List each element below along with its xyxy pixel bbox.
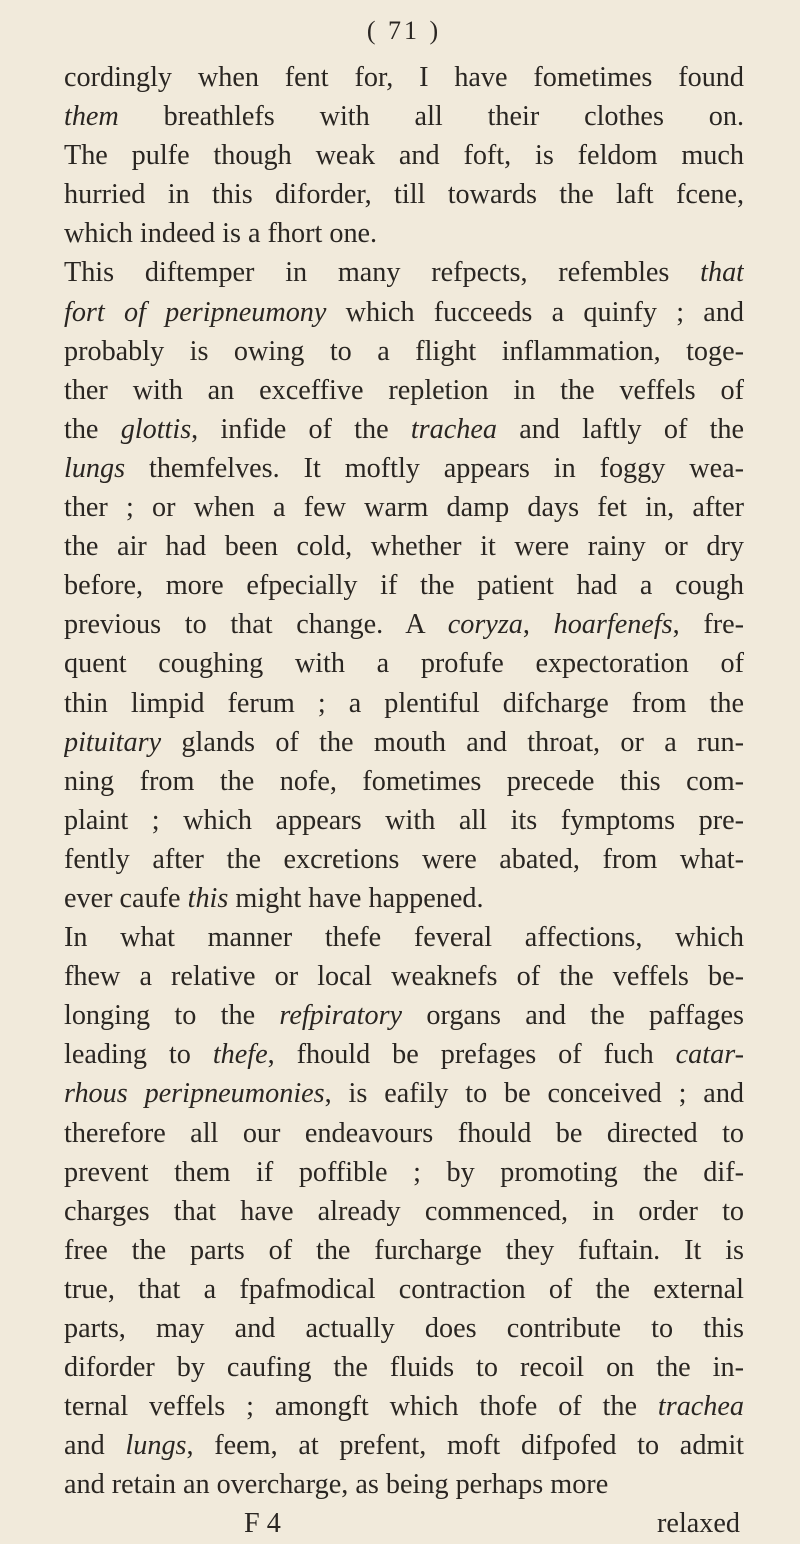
text-line xyxy=(64,1153,744,1192)
text-segment: ning from the nofe, fometimes precede this com- xyxy=(64,765,744,797)
text-line xyxy=(64,801,744,840)
text-line xyxy=(64,332,744,371)
text-line xyxy=(64,566,744,605)
text-segment: plaint ; which appears with all its fymptoms pre- xyxy=(64,804,744,836)
text-line xyxy=(64,1309,744,1348)
text-segment: hurried in this diforder, till towards the laft fcene, xyxy=(64,179,744,211)
text-line xyxy=(64,1348,744,1387)
page-number: ( 71 ) xyxy=(366,16,442,45)
text-segment: the xyxy=(64,413,121,445)
body-text xyxy=(64,58,744,1504)
text-segment: , infide of the xyxy=(191,413,411,445)
text-segment: the air had been cold, whether it were rainy or dry xyxy=(64,531,744,563)
text-line xyxy=(64,1270,744,1309)
text-segment: The pulfe though weak and foft, is feldom much xyxy=(64,140,744,172)
text-segment: rhous peripneumonies xyxy=(64,1078,325,1110)
text-segment: prevent them if poffible ; by promoting the dif- xyxy=(64,1156,744,1188)
text-line xyxy=(64,214,744,253)
text-line xyxy=(64,527,744,566)
text-line xyxy=(64,644,744,683)
text-line xyxy=(64,605,744,644)
text-segment: lungs xyxy=(64,452,126,484)
text-segment: true, that a fpafmodical contraction of the external xyxy=(64,1273,744,1305)
text-line xyxy=(64,918,744,957)
text-segment: before, more efpecially if the patient had a cough xyxy=(64,570,744,602)
text-segment: ever caufe xyxy=(64,882,188,914)
signature-mark: F 4 xyxy=(244,1508,281,1540)
text-line xyxy=(64,684,744,723)
text-segment: previous to that change. A xyxy=(64,609,448,641)
text-line xyxy=(64,1114,744,1153)
text-line xyxy=(64,1231,744,1270)
text-segment: this xyxy=(187,882,229,914)
text-segment: and retain an overcharge, as being perhaps more xyxy=(64,1469,609,1501)
text-segment: fently after the excretions were abated, from what- xyxy=(64,843,744,875)
text-segment: probably is owing to a flight inflammation, toge- xyxy=(64,335,744,367)
text-line xyxy=(64,488,744,527)
text-line xyxy=(64,957,744,996)
text-line xyxy=(64,136,744,175)
text-line xyxy=(64,879,744,918)
text-line xyxy=(64,410,744,449)
text-segment: , is eafily to be conceived ; and xyxy=(324,1078,744,1110)
text-segment: them xyxy=(64,101,119,133)
text-segment: that xyxy=(700,257,744,289)
text-segment: breathlefs with all their clothes on. xyxy=(118,101,744,133)
text-segment: charges that have already commenced, in order to xyxy=(64,1195,744,1227)
text-line xyxy=(64,175,744,214)
text-segment: might have happened. xyxy=(228,882,484,914)
text-segment: cordingly when fent for, I have fometimes found xyxy=(64,62,744,93)
text-segment: leading to xyxy=(64,1039,213,1071)
text-segment: thefe xyxy=(212,1039,268,1071)
text-segment: longing to the xyxy=(64,1000,280,1032)
text-segment: themfelves. It moftly appears in foggy wea- xyxy=(125,452,744,484)
text-line xyxy=(64,1426,744,1465)
text-line xyxy=(64,1387,744,1426)
text-segment: which fucceeds a quinfy ; and xyxy=(326,296,744,328)
text-segment: , fhould be prefages of fuch xyxy=(267,1039,676,1071)
text-segment: , feem, at prefent, moft difpofed to admit xyxy=(186,1430,744,1462)
text-segment: In what manner thefe feveral affections, which xyxy=(64,922,744,954)
text-segment: fort of peripneumony xyxy=(64,296,327,328)
text-segment: trachea xyxy=(410,413,497,445)
text-segment: , xyxy=(522,609,554,641)
text-segment: quent coughing with a profufe expectoration of xyxy=(64,648,744,680)
page-footer xyxy=(64,1504,744,1543)
text-line xyxy=(64,762,744,801)
text-segment: and xyxy=(64,1430,126,1462)
text-line xyxy=(64,371,744,410)
text-segment: glottis xyxy=(120,413,192,445)
text-segment: This diftemper in many refpects, refembles xyxy=(64,257,701,289)
text-segment: diforder by caufing the fluids to recoil on the in- xyxy=(64,1352,744,1384)
text-line xyxy=(64,1035,744,1074)
text-segment: thin limpid ferum ; a plentiful difcharge from the xyxy=(64,687,744,719)
text-segment: hoarfenefs xyxy=(553,609,673,641)
text-segment: ther with an exceffive repletion in the veffels of xyxy=(64,374,744,406)
text-segment: therefore all our endeavours fhould be directed to xyxy=(64,1117,744,1149)
text-segment: glands of the mouth and throat, or a run- xyxy=(161,726,744,758)
text-line xyxy=(64,723,744,762)
catchword: relaxed xyxy=(657,1508,740,1540)
text-segment: which indeed is a fhort one. xyxy=(64,218,378,250)
text-segment: parts, may and actually does contribute to this xyxy=(64,1313,744,1344)
text-line xyxy=(64,97,744,136)
text-segment: lungs xyxy=(125,1430,187,1462)
text-segment: organs and the paffages xyxy=(402,1000,744,1032)
text-line xyxy=(64,1192,744,1231)
text-segment: , fre- xyxy=(672,609,744,641)
text-segment: and laftly of the xyxy=(496,413,744,445)
text-segment: free the parts of the furcharge they fuftain. It is xyxy=(64,1234,744,1266)
text-line xyxy=(64,840,744,879)
text-line xyxy=(64,58,744,97)
text-segment: ther ; or when a few warm damp days fet in, after xyxy=(64,492,744,524)
text-line xyxy=(64,293,744,332)
text-segment: refpiratory xyxy=(279,1000,403,1032)
text-segment: pituitary xyxy=(64,726,162,758)
text-segment: fhew a relative or local weaknefs of the veffels be- xyxy=(64,961,744,993)
text-segment: ternal veffels ; amongft which thofe of the xyxy=(64,1391,658,1423)
text-segment: trachea xyxy=(657,1391,744,1423)
text-segment: coryza xyxy=(447,609,523,641)
text-line xyxy=(64,1465,744,1504)
text-line xyxy=(64,1074,744,1113)
text-segment: catar- xyxy=(675,1039,744,1071)
text-line xyxy=(64,253,744,292)
text-line xyxy=(64,996,744,1035)
text-line xyxy=(64,449,744,488)
